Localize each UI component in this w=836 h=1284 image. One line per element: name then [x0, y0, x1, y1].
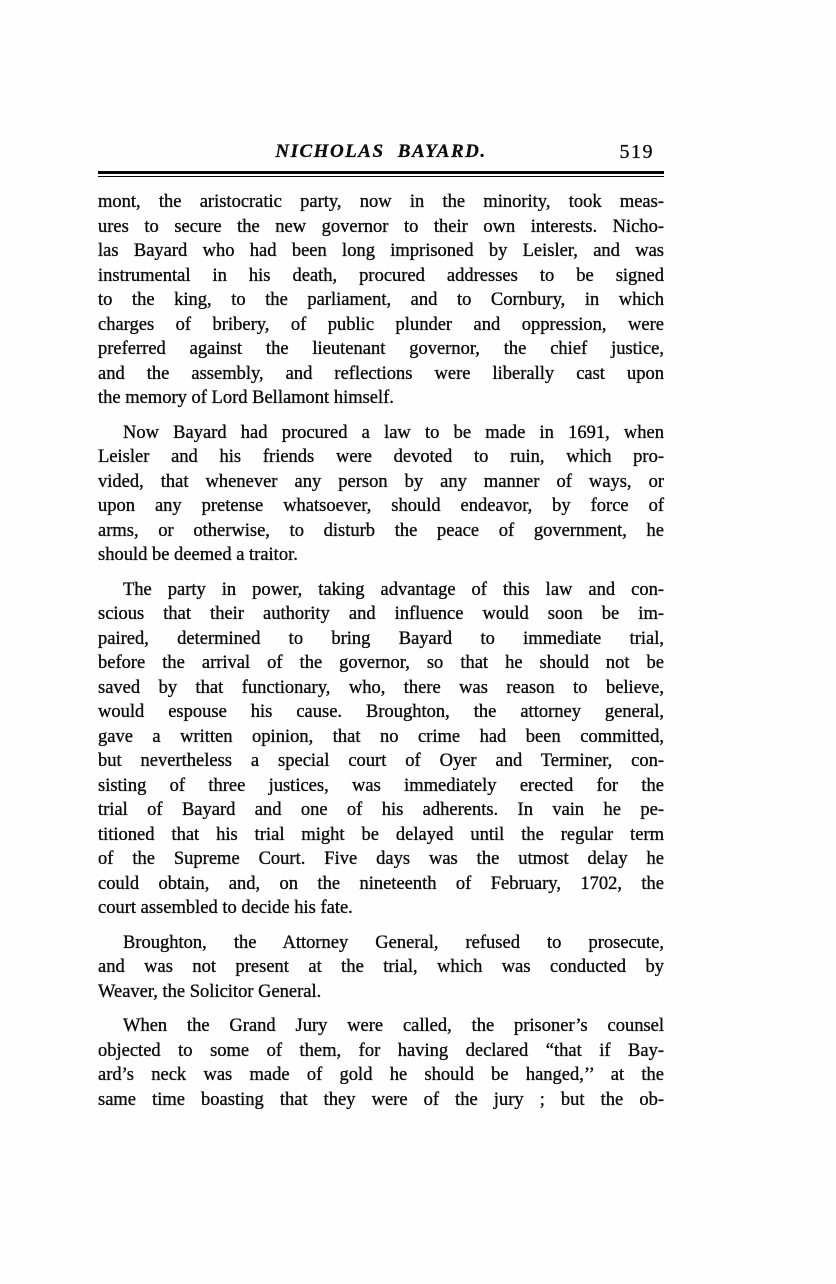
text-line: instrumental in his death, procured addresses to be signed	[98, 265, 664, 286]
text-line: sisting of three justices, was immediately erected for the	[98, 775, 664, 796]
text-line: arms, or otherwise, to disturb the peace of government, he	[98, 520, 664, 541]
text-line: gave a written opinion, that no crime had been committed,	[98, 726, 664, 747]
text-line: ard’s neck was made of gold he should be hanged,’’ at the	[98, 1065, 664, 1085]
text-line: las Bayard who had been long imprisoned by Leisler, and was	[98, 241, 664, 261]
text-line: vided, that whenever any person by any manner of ways, or	[98, 471, 664, 492]
text-line: and the assembly, and reflections were liberally cast upon	[98, 363, 664, 384]
paragraph	[98, 190, 664, 411]
text-line: before the arrival of the governor, so that he should not be	[98, 653, 664, 673]
text-line: could obtain, and, on the nineteenth of February, 1702, the	[98, 873, 664, 894]
text-line: saved by that functionary, who, there was reason to believe,	[98, 677, 664, 698]
text-line: scious that their authority and influence would soon be im-	[98, 604, 664, 624]
text-line: Broughton, the Attorney General, refused to prosecute,	[123, 932, 664, 953]
text-column	[98, 141, 664, 1112]
page-number: 519	[619, 141, 654, 163]
text-line: but nevertheless a special court of Oyer and Terminer, con-	[98, 751, 664, 771]
text-line: preferred against the lieutenant governor, the chief justice,	[98, 339, 664, 359]
text-block	[98, 190, 664, 1112]
text-line: Weaver, the Solicitor General.	[98, 981, 322, 1002]
text-line: titioned that his trial might be delayed until the regular term	[98, 824, 664, 845]
text-line: court assembled to decide his fate.	[98, 898, 353, 918]
text-line: ures to secure the new governor to their own interests. Nicho-	[98, 216, 664, 237]
page-title: NICHOLAS BAYARD.	[275, 141, 487, 162]
text-line: and was not present at the trial, which was conducted by	[98, 957, 664, 977]
text-line: should be deemed a traitor.	[98, 545, 298, 565]
paragraph	[98, 421, 664, 568]
text-line: to the king, to the parliament, and to Cornbury, in which	[98, 290, 664, 310]
text-line: would espouse his cause. Broughton, the attorney general,	[98, 702, 664, 722]
text-line: When the Grand Jury were called, the prisoner’s counsel	[123, 1016, 664, 1036]
text-line: same time boasting that they were of the jury ; but the ob-	[98, 1089, 664, 1110]
text-line: charges of bribery, of public plunder and oppression, were	[98, 314, 664, 335]
text-line: paired, determined to bring Bayard to immediate trial,	[98, 628, 664, 649]
running-header	[98, 141, 664, 166]
text-line: Leisler and his friends were devoted to ruin, which pro-	[98, 447, 664, 467]
text-line: Now Bayard had procured a law to be made in 1691, when	[123, 422, 664, 443]
paragraph	[98, 578, 664, 921]
text-line: The party in power, taking advantage of this law and con-	[123, 579, 664, 600]
header-rule-thick	[98, 171, 664, 174]
text-line: objected to some of them, for having declared “that if Bay-	[98, 1040, 664, 1061]
text-line: mont, the aristocratic party, now in the minority, took meas-	[98, 192, 664, 212]
header-rule-thin	[98, 176, 664, 177]
text-line: trial of Bayard and one of his adherents. In vain he pe-	[98, 800, 664, 820]
paragraph	[98, 931, 664, 1005]
paragraph	[98, 1014, 664, 1112]
text-line: upon any pretense whatsoever, should endeavor, by force of	[98, 496, 664, 516]
header-rule	[98, 171, 664, 177]
text-line: of the Supreme Court. Five days was the utmost delay he	[98, 849, 664, 869]
text-line: the memory of Lord Bellamont himself.	[98, 388, 394, 408]
